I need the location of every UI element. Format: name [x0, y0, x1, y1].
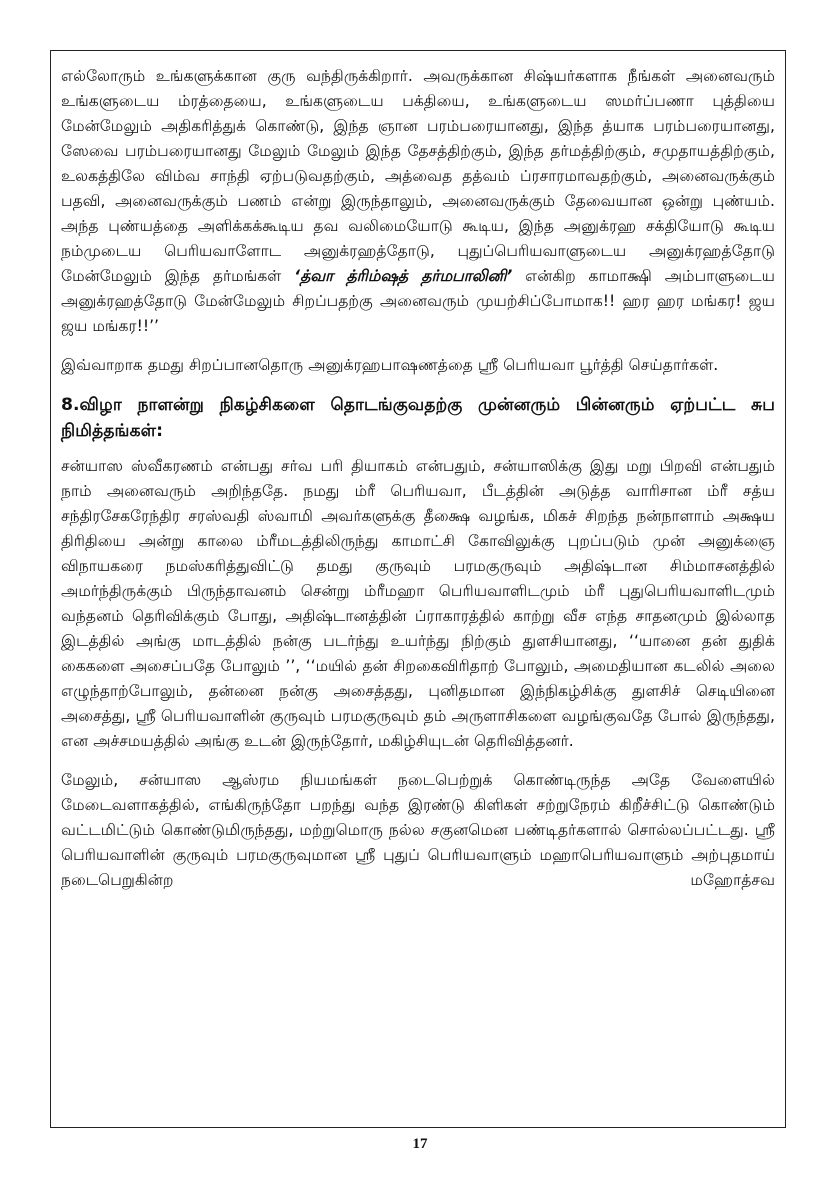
speech-text-end: என்கிற காமாக்ஷி அம்பாளுடைய அனுக்ரஹத்தோடு மேன்மேலும் சிறப்பதற்கு அனைவரும் முயற்சிப்போமாக!! ஹர ஹர மங்கர! ஜய ஜய மங்கர!!’’	[61, 267, 775, 335]
closing-paragraph: இவ்வாறாக தமது சிறப்பானதொரு அனுக்ரஹபாஷணத்தை ஸ்ரீ பெரியவா பூர்த்தி செய்தார்கள்.	[61, 356, 719, 374]
emphasized-quote: ‘த்வா த்ரிம்ஷத் தர்மபாலினி’	[294, 267, 513, 285]
speech-paragraph	[61, 64, 775, 339]
section-heading: 8.விழா நாளன்று நிகழ்சிகளை தொடங்குவதற்கு முன்னரும் பின்னரும் ஏற்பட்ட சுப நிமித்தங்கள்:	[61, 395, 775, 441]
body-paragraph-1: சன்யாஸ ஸ்வீகரணம் என்பது சர்வ பரி தியாகம் என்பதும், சன்யாஸிக்கு இது மறு பிறவி என்பதும் நாம் அனைவரும் அறிந்ததே. நமது ம்ரீ பெரியவா, பீடத்தின் அடுத்த வாரிசான ம்ரீ சத்ய சந்திரசேகரேந்திர சரஸ்வதி ஸ்வாமி அவர்களுக்கு தீக்ஷை வழங்க, மிகச் சிறந்த நன்நாளாம் அக்ஷய திரிதியை அன்று காலை ம்ரீமடத்திலிருந்து காமாட்சி கோவிலுக்கு புறப்படும் முன் அனுக்ஞை விநாயகரை நமஸ்கரித்துவிட்டு தமது குருவும் பரமகுருவும் அதிஷ்டான சிம்மாசனத்தில் அமர்ந்திருக்கும் பிருந்தாவனம் சென்று ம்ரீமஹா பெரியவாளிடமும் ம்ரீ புதுபெரியவாளிடமும் வந்தனம் தெரிவிக்கும் போது, அதிஷ்டானத்தின் ப்ராகாரத்தில் காற்று வீச எந்த சாதனமும் இல்லாத இடத்தில் அங்கு மாடத்தில் நன்கு படர்ந்து உயர்ந்து நிற்கும் துளசியானது, ‘‘யானை தன் துதிக் கைகளை அசைப்பதே போலும் ’’, ‘‘மயில் தன் சிறகைவிரிதாற் போலும், அமைதியான கடலில் அலை எழுந்தாற்போலும், தன்னை நன்கு அசைத்தது, புனிதமான இந்நிகழ்சிக்கு துளசிச் செடியினை அசைத்து, ஸ்ரீ பெரியவாளின் குருவும் பரமகுருவும் தம் அருளாசிகளை வழங்குவதே போல் இருந்தது, என அச்சமயத்தில் அங்கு உடன் இருந்தோர், மகிழ்சியுடன் தெரிவித்தனர்.	[61, 457, 775, 750]
speech-text-start: எல்லோரும் உங்களுக்கான குரு வந்திருக்கிறார். அவருக்கான சிஷ்யர்களாக நீங்கள் அனைவரும் உங்களுடைய ம்ரத்தையை, உங்களுடைய பக்தியை, உங்களுடைய ஸமர்ப்பணா புத்தியை மேன்மேலும் அதிகரித்துக் கொண்டு, இந்த ஞான பரம்பரையானது, இந்த த்யாக பரம்பரையானது, ஸேவை பரம்பரையானது மேலும் மேலும் இந்த தேசத்திற்கும், இந்த தர்மத்திற்கும், சமுதாயத்திற்கும், உலகத்திலே விம்வ சாந்தி ஏற்படுவதற்கும், அத்வைத தத்வம் ப்ரசாரமாவதற்கும், அனைவருக்கும் பதவி, அனைவருக்கும் பணம் என்று இருந்தாலும், அனைவருக்கும் தேவையான ஒன்று புண்யம். அந்த புண்யத்தை அளிக்கக்கூடிய தவ வலிமையோடு கூடிய, இந்த அனுக்ரஹ சக்தியோடு கூடிய நம்முடைய பெரியவாளோட அனுக்ரஹத்தோடு, புதுப்பெரியவாளுடைய அனுக்ரஹத்தோடு மேன்மேலும் இந்த தர்மங்கள்	[61, 67, 775, 285]
page-content	[61, 64, 775, 907]
body-paragraph-2: மேலும், சன்யாஸ ஆஸ்ரம நியமங்கள் நடைபெற்றுக் கொண்டிருந்த அதே வேளையில் மேடைவளாகத்தில், எங்கிருந்தோ பறந்து வந்த இரண்டு கிளிகள் சற்றுநேரம் கிறீச்சிட்டு கொண்டும் வட்டமிட்டும் கொண்டுமிருந்தது, மற்றுமொரு நல்ல சகுனமென பண்டிதர்களால் சொல்லப்பட்டது. ஸ்ரீ பெரியவாளின் குருவும் பரமகுருவுமான ஸ்ரீ புதுப் பெரியவாளும் மஹாபெரியவாளும் அற்புதமாய் நடைபெறுகின்ற மஹோத்சவ	[61, 771, 775, 889]
page-number: 17	[412, 1136, 428, 1152]
